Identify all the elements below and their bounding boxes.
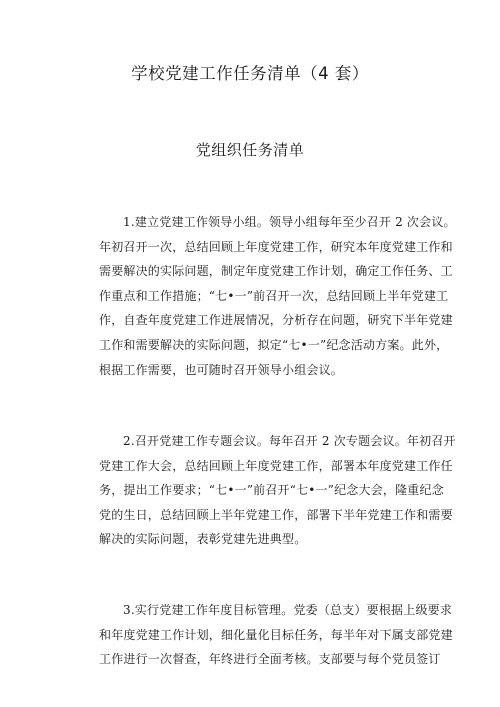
paragraph-line: 作，自查年度党建工作进展情况，分析存在问题，研究下半年党建 [99,313,453,328]
paragraph-line: 务，提出工作要求；“七•一”前召开“七•一”纪念大会，隆重纪念 [99,483,444,498]
paragraph-line: 党建工作大会，总结回顾上年度党建工作，部署本年度党建工作任 [99,458,453,473]
paragraph-line: 年初召开一次，总结回顾上年度党建工作，研究本年度党建工作和 [99,239,453,254]
section-title: 党组织任务清单 [195,141,305,159]
paragraph-line: 和年度党建工作计划，细化量化目标任务，每半年对下属支部党建 [99,627,453,642]
paragraph-line: 解决的实际问题，表彰党建先进典型。 [99,532,307,547]
paragraph-line: 1.建立党建工作领导小组。领导小组每年至少召开 2 次会议。 [123,215,456,229]
paragraph-line: 作重点和工作措施；“七•一”前召开一次，总结回顾上半年党建工 [99,288,449,303]
paragraph-2 [99,429,456,552]
paragraph-line: 需要解决的实际问题，制定年度党建工作计划，确定工作任务、工 [99,264,453,279]
paragraph-line: 工作进行一次督查，年终进行全面考核。支部要与每个党员签订 [99,652,441,667]
paragraph-line: 3.实行党建工作年度目标管理。党委（总支）要根据上级要求 [123,603,453,617]
paragraph-line: 党的生日，总结回顾上半年党建工作，部署下半年党建工作和需要 [99,507,453,522]
paragraph-3 [99,598,453,672]
paragraph-1 [99,210,456,382]
document-title: 学校党建工作任务清单（4 套） [131,64,369,83]
paragraph-line: 工作和需要解决的实际问题，拟定“七•一”纪念活动方案。此外， [99,337,449,352]
paragraph-line: 根据工作需要，也可随时召开领导小组会议。 [99,362,344,377]
paragraph-line: 2.召开党建工作专题会议。每年召开 2 次专题会议。年初召开 [123,434,456,448]
